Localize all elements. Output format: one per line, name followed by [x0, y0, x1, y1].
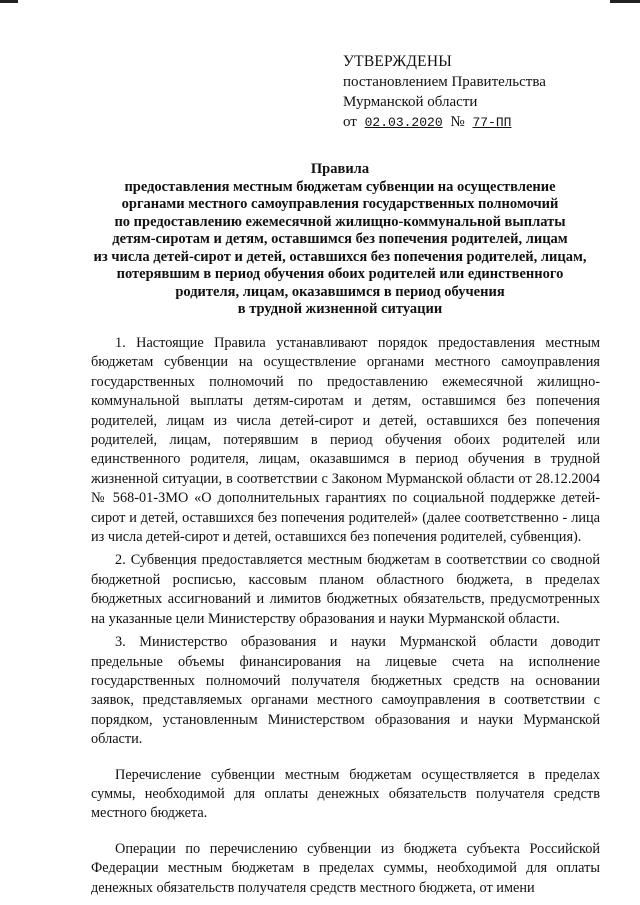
paragraph-3: 3. Министерство образования и науки Мурманской области доводит предельные объемы финансирования на лицевые счета на исполнение государственных полномочий получателя бюджетных средств на основании заявок, представляемых органами местного самоуправления в соответствии с порядком, установленным Министерством образования и науки Мурманской области.	[91, 634, 600, 748]
title-line: из числа детей-сирот и детей, оставшихся без попечения родителей, лицам,	[93, 248, 587, 265]
title-line: в трудной жизненной ситуации	[237, 301, 443, 317]
approval-line-2: Мурманской области	[343, 94, 478, 110]
paragraph-4: Перечисление субвенции местным бюджетам осуществляется в пределах суммы, необходимой для оплаты денежных обязательств получателя средств местного бюджета.	[91, 766, 600, 822]
approval-date-line	[343, 112, 623, 133]
document-title	[70, 161, 610, 319]
number-prefix: №	[450, 114, 465, 130]
approval-heading: УТВЕРЖДЕНЫ	[343, 53, 452, 70]
approval-date: 02.03.2020	[364, 115, 443, 130]
paragraph-2: 2. Субвенция предоставляется местным бюджетам в соответствии со сводной бюджетной росписью, кассовым планом областного бюджета, в пределах бюджетных ассигнований и лимитов бюджетных обязательств, предусмотренных на указанные цели Министерству образования и науки Мурманской области.	[91, 552, 600, 627]
title-line: органами местного самоуправления государственных полномочий	[121, 196, 559, 212]
scan-edge-mark	[610, 0, 640, 3]
paragraph-5: Операции по перечислению субвенции из бюджета субъекта Российской Федерации местным бюджетам в пределах суммы, необходимой для оплаты денежных обязательств получателя средств местного бюджета, от имени	[91, 840, 600, 896]
approval-line-1: постановлением Правительства	[343, 74, 546, 90]
title-main: Правила	[310, 161, 370, 177]
title-line: родителя, лицам, оказавшимся в период обучения	[175, 283, 505, 300]
title-line: по предоставлению ежемесячной жилищно-коммунальной выплаты	[114, 213, 566, 230]
approval-number: 77-ПП	[472, 115, 512, 130]
title-line: потерявшим в период обучения обоих родителей или единственного	[116, 266, 564, 282]
title-line: предоставления местным бюджетам субвенции на осуществление	[124, 178, 556, 195]
date-prefix: от	[343, 114, 357, 130]
title-line: детям-сиротам и детям, оставшимся без попечения родителей, лицам	[112, 231, 568, 247]
approval-stamp	[343, 52, 623, 133]
scan-edge-mark	[0, 0, 18, 3]
paragraph-1: 1. Настоящие Правила устанавливают порядок предоставления местным бюджетам субвенции на осуществление органами местного самоуправления государственных полномочий по предоставлению ежемесячной жилищно-коммунальной выплаты детям-сиротам и детям, оставшимся без попечения родителей, лицам из числа детей-сирот и детей, оставшихся без попечения родителей, лицам, потерявшим в период обучения обоих родителей или единственного родителя, лицам, оказавшимся в период обучения в трудной жизненной ситуации, в соответствии с Законом Мурманской области от 28.12.2004 № 568-01-ЗМО «О дополнительных гарантиях по социальной поддержке детей-сирот и детей, оставшихся без попечения родителей» (далее соответственно - лица из числа детей-сирот и детей, оставшихся без попечения родителей, субвенция).	[91, 335, 600, 546]
document-body	[91, 334, 600, 902]
